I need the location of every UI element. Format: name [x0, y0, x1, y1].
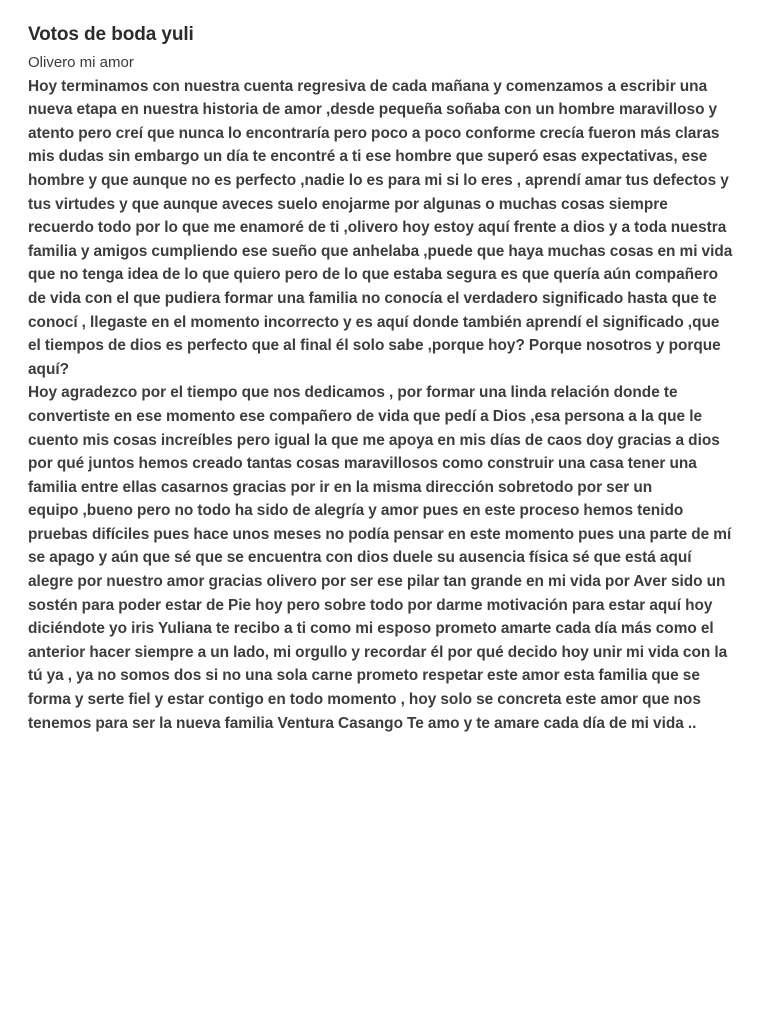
note-content[interactable] [28, 22, 742, 735]
note-paragraph-2: Hoy agradezco por el tiempo que nos dedicamos , por formar una linda relación donde te convertiste en ese momento ese compañero de vida que pedí a Dios ,esa persona a la que le cuento mis cosas increíbles pero igual la que me apoya en mis días de caos doy gracias a dios por qué juntos hemos creado tantas cosas maravillosos como construir una casa tener una familia entre ellas casarnos gracias por ir en la misma dirección sobretodo por ser un equipo ,bueno pero no todo ha sido de alegría y amor pues en este proceso hemos tenido pruebas difíciles pues hace unos meses no podía pensar en este momento pues una parte de mí se apago y aún que sé que se encuentra con dios duele su ausencia física sé que está aquí alegre por nuestro amor gracias olivero por ser ese pilar tan grande en mi vida por Aver sido un sostén para poder estar de Pie hoy pero sobre todo por darme motivación para estar aquí hoy diciéndote yo iris Yuliana te recibo a ti como mi esposo prometo amarte cada día más como el anterior hacer siempre a un lado, mi orgullo y recordar él por qué decido hoy unir mi vida con la tú ya , ya no somos dos si no una sola carne prometo respetar este amor esta familia que se forma y serte fiel y estar contigo en todo momento , hoy solo se concreta este amor que nos tenemos para ser la nueva familia Ventura Casango Te amo y te amare cada día de mi vida .. [28, 384, 732, 732]
note-greeting: Olivero mi amor [28, 54, 134, 71]
note-title: Votos de boda yuli [28, 24, 194, 45]
note-paragraph-1: Hoy terminamos con nuestra cuenta regresiva de cada mañana y comenzamos a escribir una nueva etapa en nuestra historia de amor ,desde pequeña soñaba con un hombre maravilloso y atento pero creí que nunca lo encontraría pero poco a poco conforme crecía fueron más claras mis dudas sin embargo un día te encontré a ti ese hombre que superó esas expectativas, ese hombre y que aunque no es perfecto ,nadie lo es para mi si lo eres , aprendí amar tus defectos y tus virtudes y que aunque aveces suelo enojarme por algunas o muchas cosas siempre recuerdo todo por lo que me enamoré de ti ,olivero hoy estoy aquí frente a dios y a toda nuestra familia y amigos cumpliendo ese sueño que anhelaba ,puede que haya muchas cosas en mi vida que no tenga idea de lo que quiero pero de lo que estaba segura es que quería aún compañero de vida con el que pudiera formar una familia no conocía el verdadero significado hasta que te conocí , llegaste en el momento incorrecto y es aquí donde también aprendí el significado ,que el tiempos de dios es perfecto que al final él solo sabe ,porque hoy? Porque nosotros y porque aquí? [28, 77, 733, 378]
